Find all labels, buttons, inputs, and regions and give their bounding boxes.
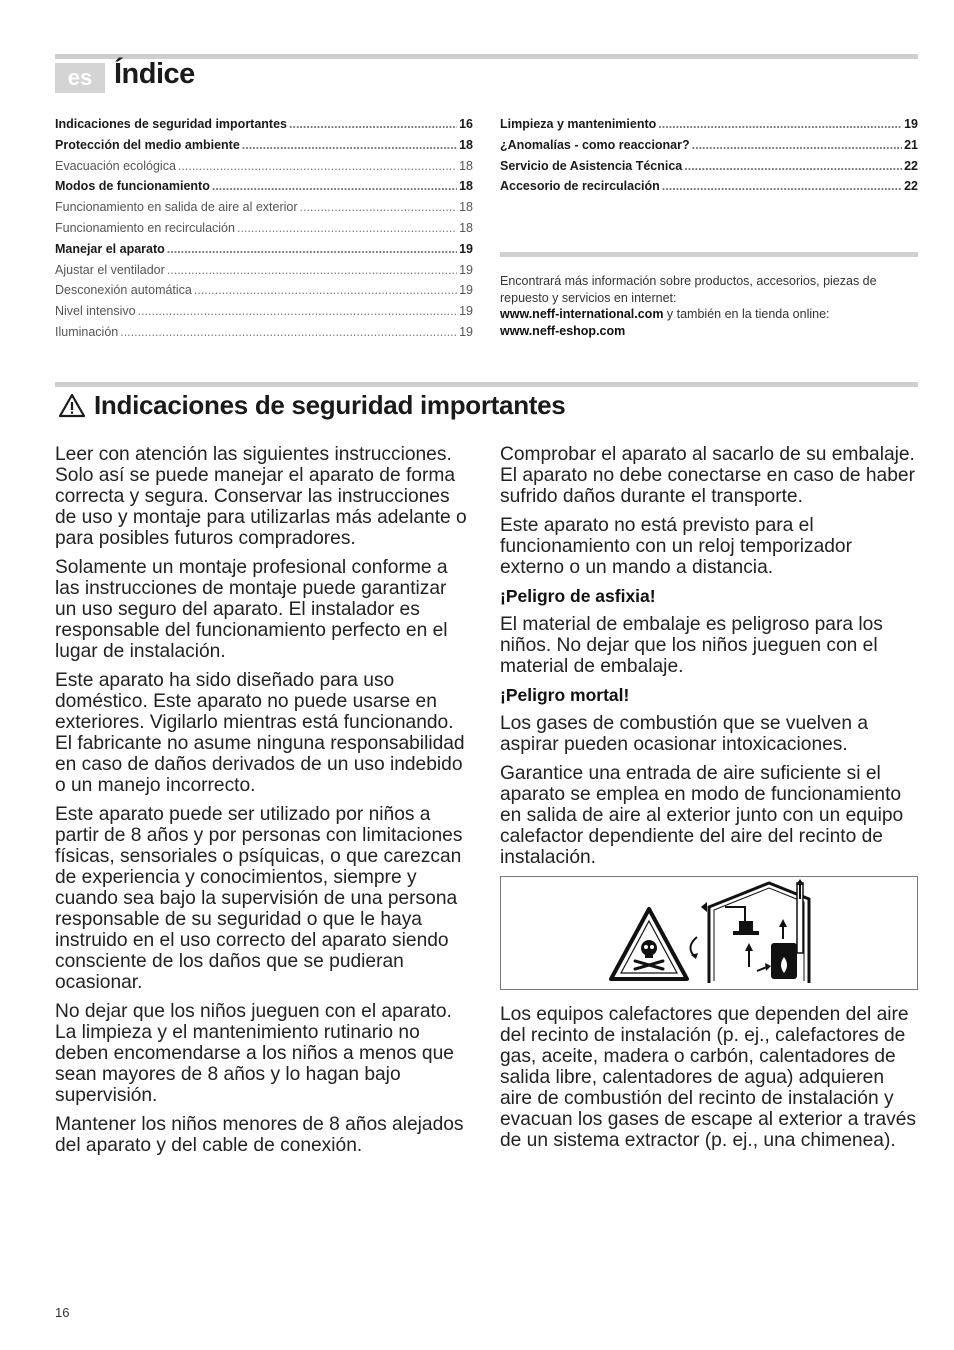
toc-entry-label: Funcionamiento en recirculación (55, 220, 235, 235)
toc-entry-page: 18 (459, 179, 473, 194)
toc-entry-label: Protección del medio ambiente (55, 137, 240, 152)
toc-leader-dots (212, 179, 457, 193)
info-rule (500, 252, 918, 257)
toc-entry[interactable] (55, 325, 473, 346)
paragraph: Este aparato ha sido diseñado para uso doméstico. Este aparato no puede usarse en exteriores. Vigilarlo mientras está funcionando. El fabricante no asume ninguna responsabilidad en caso de daños derivados de un uso indebido o un manejo incorrecto. (55, 670, 465, 796)
poison-house-illustration (501, 877, 917, 989)
toc-entry-label: Funcionamiento en salida de aire al exterior (55, 200, 298, 215)
toc-entry[interactable] (55, 138, 473, 159)
paragraph: No dejar que los niños jueguen con el aparato. La limpieza y el mantenimiento rutinario no deben encomendarse a los niños a menos que sean mayores de 8 años y lo hagan bajo supervisión. (55, 1001, 454, 1106)
international-url[interactable]: www.neff-international.com (500, 307, 664, 321)
toc-entry-page: 18 (459, 158, 473, 173)
toc-entry[interactable] (55, 179, 473, 200)
paragraph: Este aparato no está previsto para el funcionamiento con un reloj temporizador externo o un mando a distancia. (500, 515, 852, 578)
combustion-gas-warning-figure (500, 876, 918, 990)
toc-entry-page: 22 (904, 179, 918, 194)
toc-entry-label: Limpieza y mantenimiento (500, 117, 657, 131)
toc-entry-label: Accesorio de recirculación (500, 179, 660, 194)
asphyxia-warning-heading: ¡Peligro de asfixia! (500, 586, 656, 606)
toc-entry-page: 19 (459, 262, 473, 277)
paragraph: Los equipos calefactores que dependen del aire del recinto de instalación (p. ej., calefactores de gas, aceite, madera o carbón, calentadores de salida libre, calentadores de agua) adquieren aire de combustión del recinto de instalación y evacuan los gases de escape al exterior a través de un sistema extractor (p. ej., una chimenea). (500, 1004, 916, 1151)
toc-leader-dots (194, 283, 457, 297)
toc-entry[interactable] (500, 138, 918, 159)
toc-leader-dots (237, 221, 457, 235)
toc-entry[interactable] (500, 117, 918, 138)
toc-entry-label: Indicaciones de seguridad importantes (55, 117, 288, 131)
paragraph: Solamente un montaje profesional conforme a las instrucciones de montaje puede garantizar un uso seguro del aparato. El instalador es responsable del funcionamiento perfecto en el lugar de instalación. (55, 557, 448, 662)
toc-entry-page: 19 (904, 117, 918, 131)
toc-entry-page: 18 (459, 200, 473, 215)
section-title: Indicaciones de seguridad importantes (94, 390, 566, 420)
toc-entry[interactable] (55, 221, 473, 242)
toc-entry[interactable] (55, 242, 473, 263)
toc-entry-label: Evacuación ecológica (55, 158, 176, 173)
toc-entry-page: 16 (459, 117, 473, 131)
toc-entry-page: 18 (459, 137, 473, 152)
toc-right-column (500, 117, 918, 200)
toc-entry[interactable] (500, 179, 918, 200)
toc-entry-page: 19 (459, 304, 473, 319)
toc-entry[interactable] (55, 263, 473, 284)
toc-leader-dots (120, 325, 457, 339)
eshop-url[interactable]: www.neff-eshop.com (500, 323, 626, 338)
more-info-note (500, 273, 918, 339)
toc-entry-label: Servicio de Asistencia Técnica (500, 158, 683, 173)
left-text-column (55, 444, 473, 1164)
more-info-mid: y también en la tienda online: (663, 307, 830, 321)
paragraph: Mantener los niños menores de 8 años alejados del aparato y del cable de conexión. (55, 1114, 464, 1156)
toc-entry-label: ¿Anomalías - como reaccionar? (500, 137, 690, 152)
section-heading (58, 390, 565, 421)
toc-left-column (55, 117, 473, 346)
toc-entry-page: 19 (459, 241, 473, 256)
toc-leader-dots (289, 117, 457, 131)
toc-entry[interactable] (55, 283, 473, 304)
toc-entry-label: Desconexión automática (55, 283, 192, 298)
toc-entry-label: Manejar el aparato (55, 241, 165, 256)
toc-leader-dots (178, 159, 457, 173)
toc-leader-dots (662, 179, 902, 193)
toc-entry-page: 19 (459, 324, 473, 339)
toc-leader-dots (242, 138, 457, 152)
paragraph: Garantice una entrada de aire suficiente si el aparato se emplea en modo de funcionamiento en salida de aire al exterior junto con un equipo calefactor dependiente del aire del recinto de instalación. (500, 763, 904, 868)
toc-leader-dots (684, 159, 902, 173)
toc-entry-page: 22 (904, 158, 918, 173)
toc-entry-label: Ajustar el ventilador (55, 262, 165, 277)
toc-entry-page: 21 (904, 137, 918, 152)
toc-leader-dots (658, 117, 902, 131)
page-number: 16 (55, 1305, 70, 1320)
warning-icon (58, 393, 86, 418)
toc-leader-dots (300, 200, 458, 214)
section-rule (55, 382, 918, 387)
toc-entry-label: Modos de funcionamiento (55, 179, 210, 194)
toc-entry-page: 19 (459, 283, 473, 298)
toc-entry-page: 18 (459, 220, 473, 235)
toc-entry[interactable] (55, 159, 473, 180)
toc-entry[interactable] (55, 304, 473, 325)
right-text-column (500, 444, 918, 1159)
paragraph: Comprobar el aparato al sacarlo de su embalaje. El aparato no debe conectarse en caso de haber sufrido daños durante el transporte. (500, 444, 915, 507)
paragraph: El material de embalaje es peligroso para los niños. No dejar que los niños jueguen con el material de embalaje. (500, 614, 883, 677)
toc-leader-dots (692, 138, 902, 152)
language-badge: es (55, 63, 105, 93)
toc-leader-dots (167, 242, 457, 256)
toc-entry-label: Iluminación (55, 324, 119, 339)
mortal-danger-heading: ¡Peligro mortal! (500, 685, 630, 705)
index-title: Índice (114, 58, 195, 90)
toc-entry[interactable] (500, 159, 918, 180)
paragraph: Leer con atención las siguientes instrucciones. Solo así se puede manejar el aparato de forma correcta y segura. Conservar las instrucciones de uso y montaje para utilizarlas más adelante o para posibles futuros compradores. (55, 444, 467, 549)
toc-entry[interactable] (55, 117, 473, 138)
paragraph: Los gases de combustión que se vuelven a aspirar pueden ocasionar intoxicaciones. (500, 713, 869, 755)
toc-leader-dots (167, 263, 457, 277)
more-info-text: Encontrará más información sobre productos, accesorios, piezas de repuesto y servicios en internet: (500, 274, 877, 305)
toc-leader-dots (138, 304, 458, 318)
toc-entry-label: Nivel intensivo (55, 304, 136, 319)
paragraph: Este aparato puede ser utilizado por niños a partir de 8 años y por personas con limitaciones físicas, sensoriales o psíquicas, o que carezcan de experiencia y conocimientos, siempre y cuando sea bajo la supervisión de una persona responsable de su seguridad o que le haya instruido en el uso correcto del aparato siendo consciente de los daños que se pudieran ocasionar. (55, 804, 463, 993)
toc-entry[interactable] (55, 200, 473, 221)
